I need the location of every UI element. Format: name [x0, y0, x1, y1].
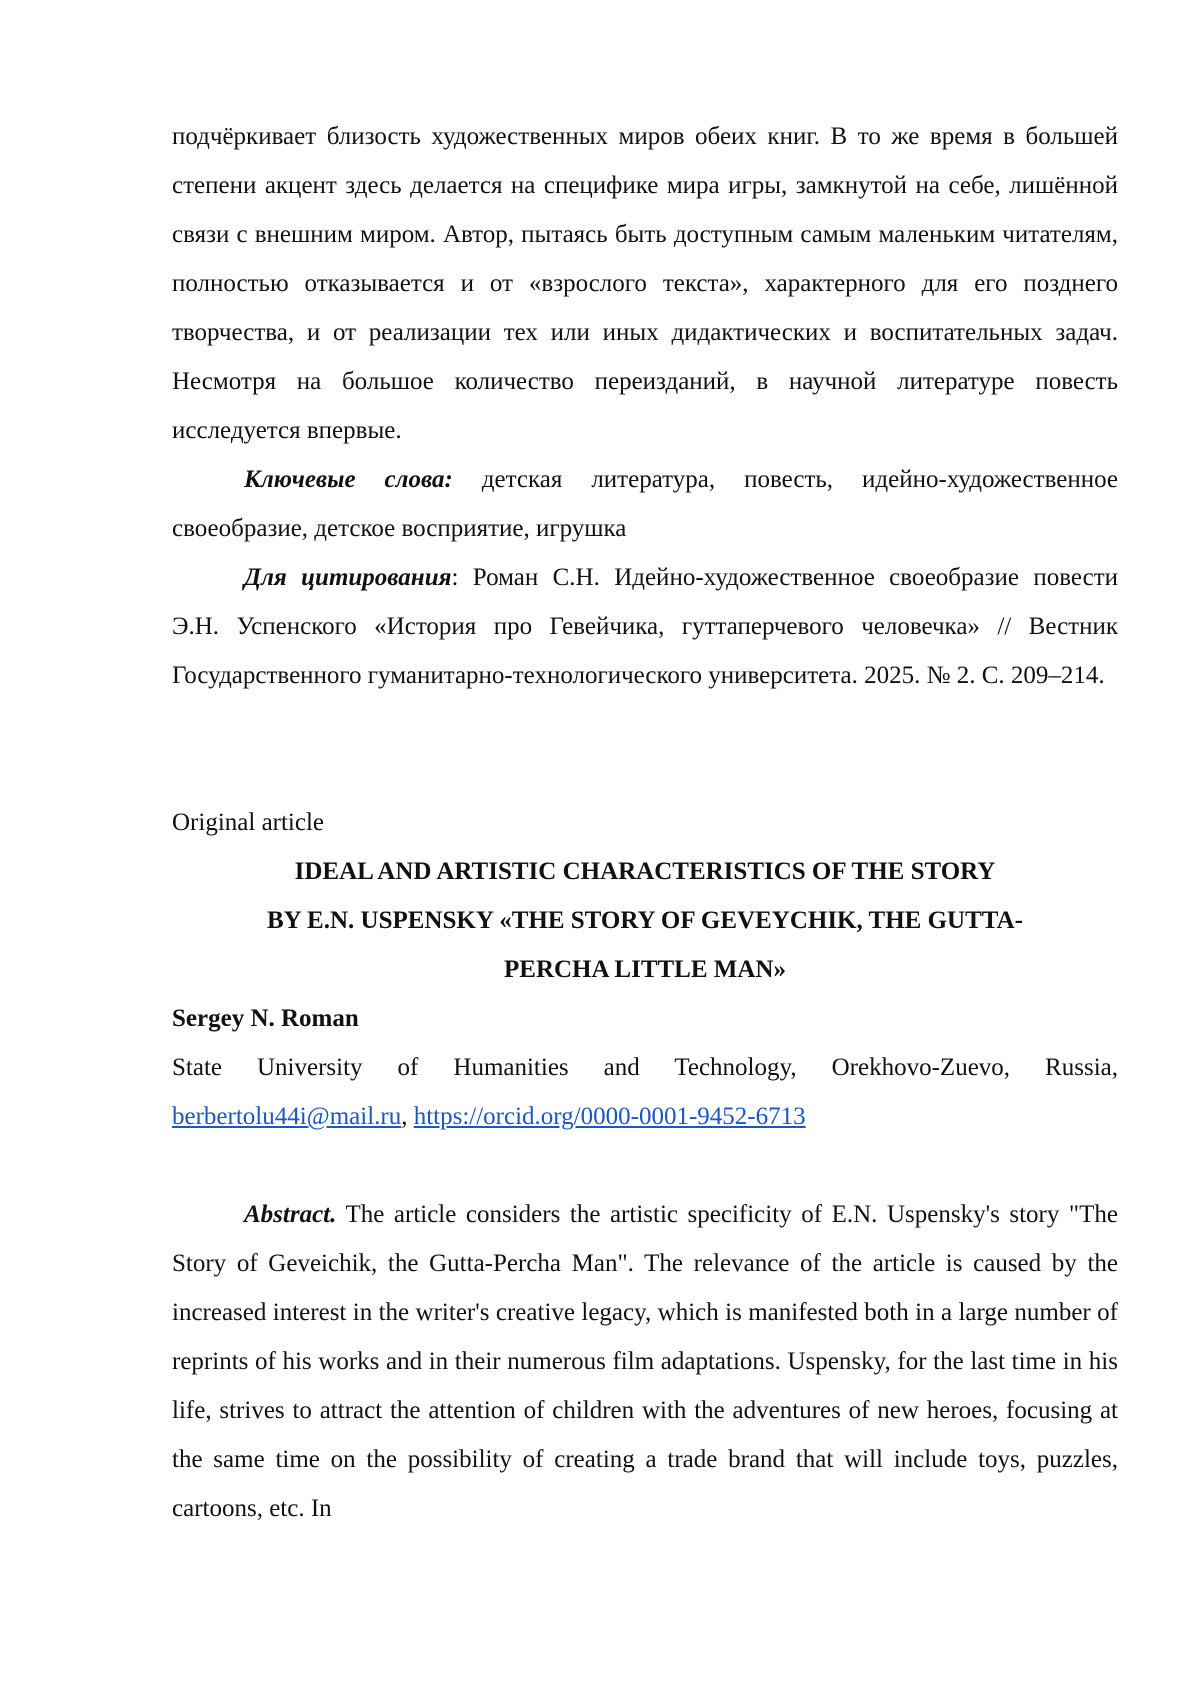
- keywords-paragraph: [172, 455, 1118, 553]
- affiliation-separator: ,: [401, 1103, 414, 1130]
- author-email-link[interactable]: berbertolu44i@mail.ru: [172, 1103, 402, 1130]
- english-title-line-1: IDEAL AND ARTISTIC CHARACTERISTICS OF THE STORY: [294, 858, 996, 885]
- affiliation-text: State University of Humanities and Technology, Orekhovo-Zuevo, Russia,: [172, 1054, 1118, 1081]
- citation-label: Для цитирования: [244, 564, 452, 591]
- abstract-spacer: [172, 1141, 1118, 1190]
- english-title-line-3: PERCHA LITTLE MAN»: [504, 956, 786, 983]
- russian-abstract-continuation: подчёркивает близость художественных миров обеих книг. В то же время в большей степени акцент здесь делается на специфике мира игры, замкнутой на себе, лишённой связи с внешним миром. Автор, пытаясь быть доступным самым маленьким читателям, полностью отказывается и от «взрослого текста», характерного для его позднего творчества, и от реализации тех или иных дидактических и воспитательных задач. Несмотря на большое количество переизданий, в научной литературе повесть исследуется впервые.: [172, 123, 1118, 444]
- orcid-link[interactable]: https://orcid.org/0000-0001-9452-6713: [413, 1103, 806, 1130]
- keywords-text: детская литература, повесть, идейно-художественное своеобразие, детское восприятие, игрушка: [172, 466, 1118, 542]
- english-title-line-2: BY E.N. USPENSKY «THE STORY OF GEVEYCHIK, THE GUTTA-: [267, 907, 1023, 934]
- author-name: Sergey N. Roman: [172, 1005, 359, 1032]
- english-abstract-paragraph: [172, 1190, 1118, 1533]
- document-page: [172, 112, 1118, 1533]
- citation-text: : Роман С.Н. Идейно-художественное своеобразие повести Э.Н. Успенского «История про Гевейчика, гуттаперчевого человечка» // Вестник Государственного гуманитарно-технологического университета. 2025. № 2. С. 209–214.: [172, 564, 1118, 689]
- affiliation-paragraph: [172, 1043, 1118, 1141]
- section-spacer: [172, 700, 1118, 798]
- citation-paragraph: [172, 553, 1118, 700]
- abstract-label: Abstract.: [244, 1201, 337, 1228]
- keywords-label: Ключевые слова:: [244, 466, 453, 493]
- abstract-text: The article considers the artistic specificity of E.N. Uspensky's story "The Story of Geveichik, the Gutta-Percha Man". The relevance of the article is caused by the increased interest in the writer's creative legacy, which is manifested both in a large number of reprints of his works and in their numerous film adaptations. Uspensky, for the last time in his life, strives to attract the attention of children with the adventures of new heroes, focusing at the same time on the possibility of creating a trade brand that will include toys, puzzles, cartoons, etc. In: [172, 1201, 1118, 1522]
- article-type: Original article: [172, 809, 325, 836]
